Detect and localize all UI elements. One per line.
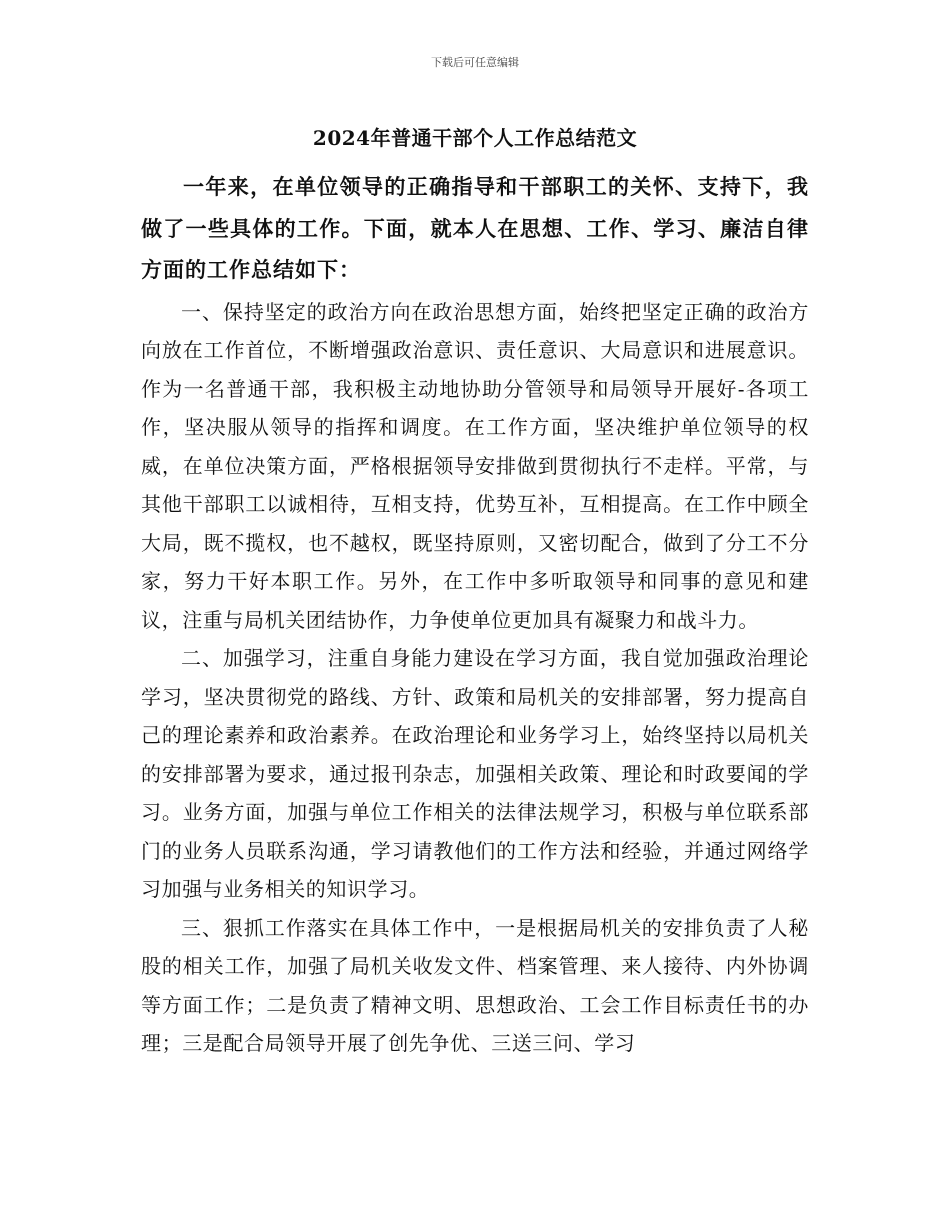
document-body xyxy=(141,166,809,1063)
document-title: 2024年普通干部个人工作总结范文 xyxy=(312,126,638,150)
body-paragraph-3: 三、狠抓工作落实在具体工作中，一是根据局机关的安排负责了人秘股的相关工作，加强了局机关收发文件、档案管理、来人接待、内外协调等方面工作；二是负责了精神文明、思想政治、工会工作目标责任书的办理；三是配合局领导开展了创先争优、三送三问、学习 xyxy=(141,915,809,1055)
intro-paragraph: 一年来，在单位领导的正确指导和干部职工的关怀、支持下，我做了一些具体的工作。下面，就本人在思想、工作、学习、廉洁自律方面的工作总结如下： xyxy=(141,174,809,282)
body-paragraph-1: 一、保持坚定的政治方向在政治思想方面，始终把坚定正确的政治方向放在工作首位，不断增强政治意识、责任意识、大局意识和进展意识。作为一名普通干部，我积极主动地协助分管领导和局领导开展好-各项工作，坚决服从领导的指挥和调度。在工作方面，坚决维护单位领导的权威，在单位决策方面，严格根据领导安排做到贯彻执行不走样。平常，与其他干部职工以诚相待，互相支持，优势互补，互相提高。在工作中顾全大局，既不揽权，也不越权，既坚持原则，又密切配合，做到了分工不分家，努力干好本职工作。另外，在工作中多听取领导和同事的意见和建议，注重与局机关团结协作，力争使单位更加具有凝聚力和战斗力。 xyxy=(141,299,809,632)
body-paragraph-2: 二、加强学习，注重自身能力建设在学习方面，我自觉加强政治理论学习，坚决贯彻党的路线、方针、政策和局机关的安排部署，努力提高自己的理论素养和政治素养。在政治理论和业务学习上，始终坚持以局机关的安排部署为要求，通过报刊杂志，加强相关政策、理论和时政要闻的学习。业务方面，加强与单位工作相关的法律法规学习，积极与单位联系部门的业务人员联系沟通，学习请教他们的工作方法和经验，并通过网络学习加强与业务相关的知识学习。 xyxy=(141,646,809,901)
header-note: 下载后可任意编辑 xyxy=(431,56,519,69)
